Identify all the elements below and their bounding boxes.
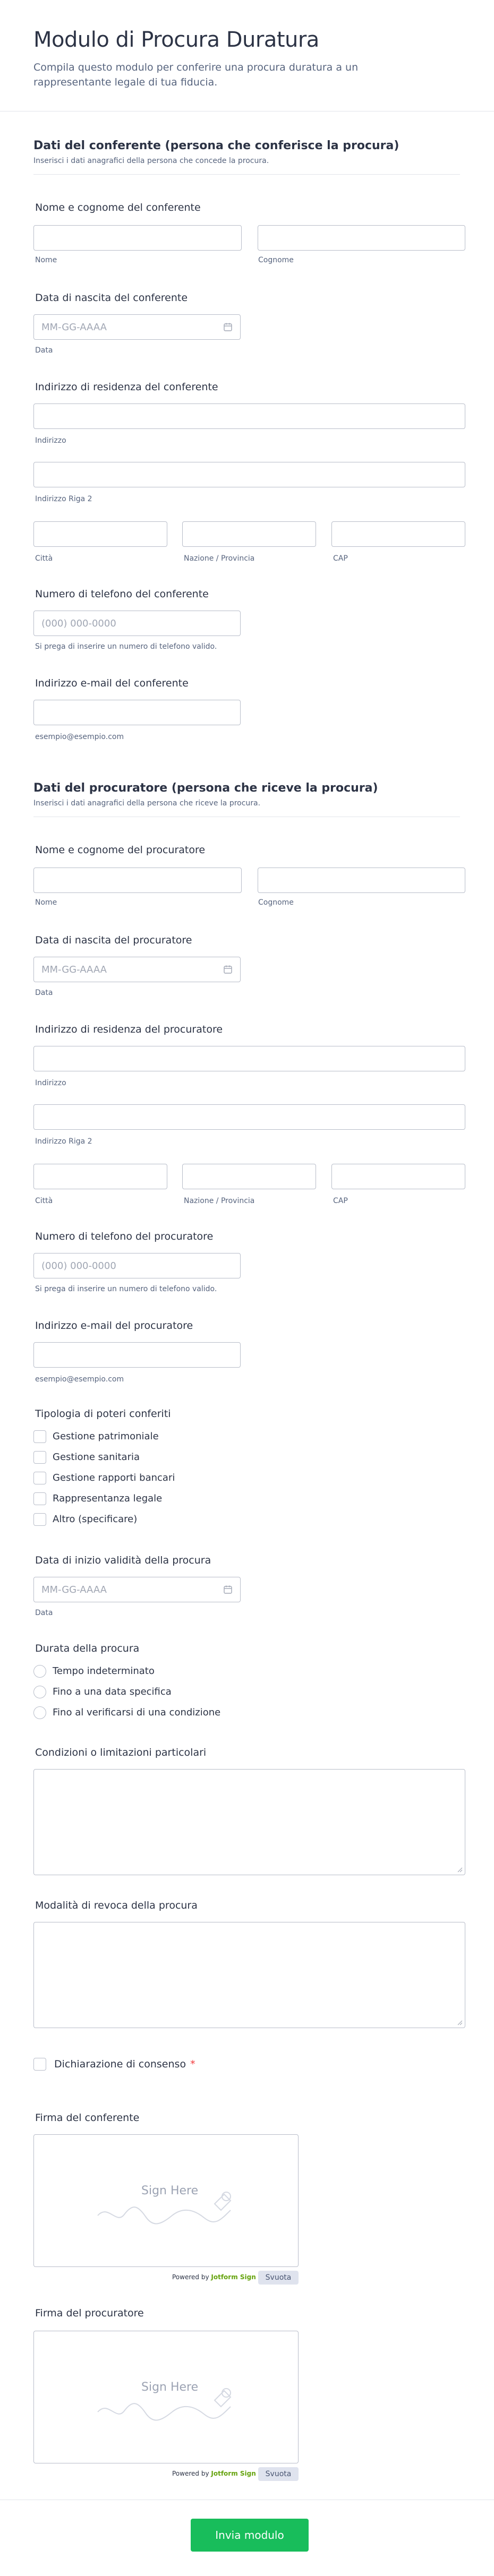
sig2-pad[interactable]	[33, 2331, 299, 2463]
powers-option-label: Gestione patrimoniale	[53, 1431, 159, 1442]
conferente-dob-input[interactable]	[33, 314, 241, 340]
form-header	[0, 0, 494, 111]
procuratore-phone-input[interactable]	[33, 1253, 241, 1278]
jotform-sign-brand: Jotform Sign	[211, 2273, 256, 2281]
conferente-phone-label: Numero di telefono del conferente	[35, 588, 209, 600]
start-date-input[interactable]	[33, 1577, 241, 1602]
resize-grip-icon[interactable]	[457, 2020, 463, 2025]
procuratore-first-name-sublabel: Nome	[35, 898, 57, 907]
duration-option[interactable]	[33, 1706, 46, 1719]
signature-scribble-icon	[87, 2368, 246, 2432]
calendar-icon[interactable]	[223, 1585, 233, 1594]
conferente-phone-sublabel: Si prega di inserire un numero di telefono valido.	[35, 642, 217, 651]
conferente-phone-placeholder: (000) 000-0000	[41, 618, 116, 629]
sig1-label: Firma del conferente	[35, 2112, 140, 2124]
powers-option-label: Altro (specificare)	[53, 1514, 138, 1525]
duration-option[interactable]	[33, 1665, 46, 1678]
section-title-conferente: Dati del conferente (persona che conferisce la procura)	[33, 139, 399, 152]
procuratore-name-label: Nome e cognome del procuratore	[35, 844, 206, 856]
checkbox[interactable]	[33, 1451, 46, 1464]
conditions-label: Condizioni o limitazioni particolari	[35, 1747, 207, 1758]
powers-option-label: Gestione sanitaria	[53, 1452, 140, 1463]
procuratore-last-name-input[interactable]	[258, 868, 465, 893]
procuratore-first-name-input[interactable]	[33, 868, 242, 893]
required-asterisk: *	[190, 2058, 195, 2070]
conferente-email-input[interactable]	[33, 700, 241, 725]
conferente-zip-input[interactable]	[331, 521, 465, 547]
form-subtitle: Compila questo modulo per conferire una procura duratura a un rappresentante legale di tua fiducia.	[33, 62, 359, 88]
section-subtitle-conferente: Inserisci i dati anagrafici della persona che concede la procura.	[33, 157, 269, 165]
conferente-last-name-input[interactable]	[258, 225, 465, 251]
radio-button[interactable]	[33, 1706, 46, 1719]
section-divider	[33, 174, 460, 175]
revocation-label: Modalità di revoca della procura	[35, 1900, 198, 1911]
conferente-address-line2-sublabel: Indirizzo Riga 2	[35, 495, 92, 503]
start-date-placeholder: MM-GG-AAAA	[41, 1584, 107, 1595]
duration-option-label: Fino a una data specifica	[53, 1686, 172, 1697]
duration-option-label: Fino al verificarsi di una condizione	[53, 1707, 221, 1718]
conferente-last-name-sublabel: Cognome	[258, 256, 294, 264]
procuratore-state-input[interactable]	[182, 1164, 316, 1189]
sig1-pad[interactable]	[33, 2134, 299, 2267]
checkbox[interactable]	[33, 1513, 46, 1526]
calendar-icon[interactable]	[223, 965, 233, 974]
procuratore-dob-label: Data di nascita del procuratore	[35, 934, 192, 946]
procuratore-dob-input[interactable]	[33, 957, 241, 982]
checkbox[interactable]	[33, 1472, 46, 1484]
powers-option[interactable]	[33, 1513, 46, 1526]
conferente-first-name-input[interactable]	[33, 225, 242, 251]
section-title-procuratore: Dati del procuratore (persona che riceve la procura)	[33, 782, 378, 795]
procuratore-zip-sublabel: CAP	[333, 1197, 348, 1205]
procuratore-address-line1-sublabel: Indirizzo	[35, 1079, 66, 1087]
procuratore-email-label: Indirizzo e-mail del procuratore	[35, 1320, 193, 1332]
consent-label	[54, 2058, 195, 2070]
procuratore-city-sublabel: Città	[35, 1197, 53, 1205]
sig1-clear-button[interactable]: Svuota	[258, 2271, 299, 2285]
start-date-label: Data di inizio validità della procura	[35, 1555, 211, 1566]
sig2-clear-button[interactable]: Svuota	[258, 2467, 299, 2481]
consent-checkbox-wrap[interactable]	[33, 2058, 46, 2071]
conferente-state-input[interactable]	[182, 521, 316, 547]
radio-button[interactable]	[33, 1686, 46, 1698]
powers-option[interactable]	[33, 1492, 46, 1505]
consent-label-text: Dichiarazione di consenso	[54, 2058, 186, 2070]
conferente-dob-label: Data di nascita del conferente	[35, 292, 188, 304]
procuratore-zip-input[interactable]	[331, 1164, 465, 1189]
powers-option[interactable]	[33, 1472, 46, 1484]
conferente-zip-sublabel: CAP	[333, 554, 348, 563]
conferente-dob-placeholder: MM-GG-AAAA	[41, 322, 107, 333]
procuratore-phone-sublabel: Si prega di inserire un numero di telefono valido.	[35, 1285, 217, 1293]
conferente-address-line1-input[interactable]	[33, 403, 465, 429]
section-subtitle-procuratore: Inserisci i dati anagrafici della persona che riceve la procura.	[33, 799, 261, 808]
procuratore-last-name-sublabel: Cognome	[258, 898, 294, 907]
powered-by-text: Powered by	[172, 2470, 209, 2477]
procuratore-address-label: Indirizzo di residenza del procuratore	[35, 1024, 223, 1035]
consent-checkbox[interactable]	[33, 2058, 46, 2071]
submit-button[interactable]: Invia modulo	[191, 2519, 309, 2552]
signature-scribble-icon	[87, 2172, 246, 2236]
powered-by-text: Powered by	[172, 2273, 209, 2281]
conferente-address-label: Indirizzo di residenza del conferente	[35, 381, 218, 393]
powers-option-label: Gestione rapporti bancari	[53, 1472, 175, 1483]
conferente-name-label: Nome e cognome del conferente	[35, 202, 201, 213]
procuratore-address-line1-input[interactable]	[33, 1046, 465, 1071]
powers-label: Tipologia di poteri conferiti	[35, 1408, 171, 1420]
procuratore-state-sublabel: Nazione / Provincia	[184, 1197, 255, 1205]
start-date-sublabel: Data	[35, 1609, 53, 1617]
procuratore-email-sublabel: esempio@esempio.com	[35, 1375, 124, 1384]
conferente-city-sublabel: Città	[35, 554, 53, 563]
conferente-dob-sublabel: Data	[35, 346, 53, 355]
powers-option[interactable]	[33, 1430, 46, 1443]
procuratore-address-line2-input[interactable]	[33, 1104, 465, 1130]
duration-option-label: Tempo indeterminato	[53, 1665, 155, 1677]
sig2-label: Firma del procuratore	[35, 2307, 144, 2319]
procuratore-dob-placeholder: MM-GG-AAAA	[41, 964, 107, 975]
procuratore-address-line2-sublabel: Indirizzo Riga 2	[35, 1137, 92, 1146]
conditions-textarea[interactable]	[33, 1769, 465, 1875]
sig2-powered-by	[172, 2470, 256, 2477]
conferente-first-name-sublabel: Nome	[35, 256, 57, 264]
sig2-placeholder: Sign Here	[141, 2381, 199, 2394]
radio-button[interactable]	[33, 1665, 46, 1678]
sig1-placeholder: Sign Here	[141, 2184, 199, 2197]
conferente-address-line1-sublabel: Indirizzo	[35, 436, 66, 445]
calendar-icon[interactable]	[223, 322, 233, 332]
procuratore-dob-sublabel: Data	[35, 989, 53, 997]
jotform-sign-brand: Jotform Sign	[211, 2470, 256, 2477]
procuratore-email-input[interactable]	[33, 1342, 241, 1368]
powers-option[interactable]	[33, 1451, 46, 1464]
procuratore-phone-label: Numero di telefono del procuratore	[35, 1231, 214, 1242]
duration-option[interactable]	[33, 1686, 46, 1698]
duration-label: Durata della procura	[35, 1643, 140, 1654]
powers-option-label: Rappresentanza legale	[53, 1493, 163, 1504]
resize-grip-icon[interactable]	[457, 1867, 463, 1873]
procuratore-city-input[interactable]	[33, 1164, 167, 1189]
checkbox[interactable]	[33, 1492, 46, 1505]
conferente-address-line2-input[interactable]	[33, 462, 465, 487]
conferente-phone-input[interactable]	[33, 611, 241, 636]
checkbox[interactable]	[33, 1430, 46, 1443]
conferente-email-label: Indirizzo e-mail del conferente	[35, 677, 189, 689]
procuratore-phone-placeholder: (000) 000-0000	[41, 1260, 116, 1272]
sig1-powered-by	[172, 2273, 256, 2281]
conferente-email-sublabel: esempio@esempio.com	[35, 733, 124, 741]
revocation-textarea[interactable]	[33, 1922, 465, 2028]
form-title: Modulo di Procura Duratura	[33, 28, 319, 52]
conferente-city-input[interactable]	[33, 521, 167, 547]
conferente-state-sublabel: Nazione / Provincia	[184, 554, 255, 563]
